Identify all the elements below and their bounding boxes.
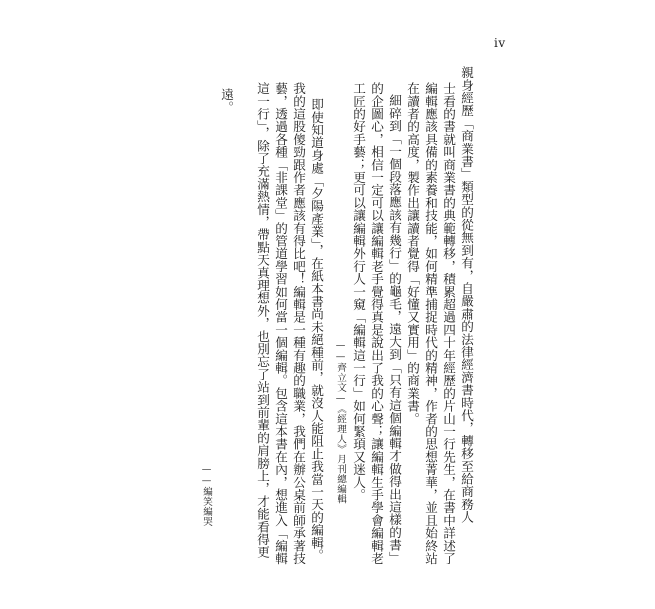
text-column: 藝，透過各種「非課堂」的管道學習如何當一個編輯。包含這本書在內，想進入「編輯 — [273, 82, 288, 565]
text-column: 遠。 — [219, 88, 234, 114]
text-column: 這一行」，除了充滿熱情，帶點天真理想外，也別忘了站到前輩的肩膀上，才能看得更 — [255, 82, 270, 559]
text-column: 的企圖心，相信一定可以讓編輯老手覺得真是說出了我的心聲；讓編輯生手學會編輯老 — [369, 82, 384, 565]
text-column: 工匠的好手藝；更可以讓編輯外行人一窺「編輯這一行」如何緊頊又迷人。 — [351, 82, 366, 502]
text-column: 即使知道身處「夕陽產業」，在紙本書尚未絕種前，就沒人能阻止我當一天的編輯。 — [309, 98, 324, 562]
signature-bianxiao-bianku: ——編笑編哭 — [201, 464, 212, 527]
signature-qi-liwen: ——齊立文—《經理人》月刊總編輯 — [335, 340, 346, 505]
text-column: 細碎到「一個段落應該有幾行」的龜毛，遠大到「只有這個編輯才做得出這樣的書」 — [387, 94, 402, 564]
text-column: 我的這股傻勁跟作者應該有得比吧！編輯是一種有趣的職業，我們在辦公桌前師承著技 — [291, 82, 306, 565]
page-number: iv — [494, 36, 506, 50]
text-column: 在讀者的高度，製作出讓讀者覺得「好懂又實用」的商業書。 — [405, 82, 420, 425]
text-column: 士看的書就叫商業書的典範轉移，積累超過四十年經歷的片山一行先生，在書中詳述了 — [441, 82, 456, 565]
text-column: 親身經歷「商業書」類型的從無到有，自嚴肅的法律經濟書時代，轉移至給商務人 — [459, 66, 474, 524]
text-column: 編輯應該具備的素養和技能，如何精準捕捉時代的精神，作者的思想菁華，並且始終站 — [423, 82, 438, 565]
